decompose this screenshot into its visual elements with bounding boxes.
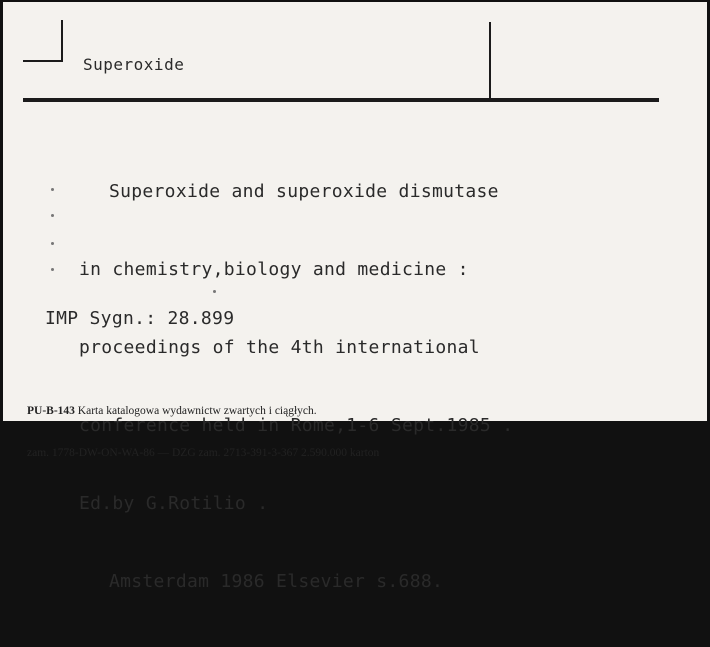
speck-mark: [51, 242, 54, 245]
entry-line-3: proceedings of the 4th international: [79, 337, 480, 358]
card-heading: Superoxide: [83, 55, 185, 74]
speck-mark: [51, 268, 54, 271]
footer-line-2: zam. 1778-DW-ON-WA-86 — DZG zam. 2713-391-3-367 2.590.000 karton: [27, 447, 380, 459]
corner-mark-horizontal: [23, 60, 63, 62]
entry-line-4: conference held in Rome,1-6 Sept.1985 .: [79, 415, 514, 436]
entry-line-2: in chemistry,biology and medicine :: [79, 259, 469, 280]
footer-line-1: [27, 404, 379, 418]
entry-line-6: Amsterdam 1986 Elsevier s.688.: [109, 571, 444, 592]
catalog-card: [3, 2, 707, 592]
card-footer: [27, 376, 379, 488]
corner-mark-vertical: [61, 20, 63, 62]
footer-form-title: Karta katalogowa wydawnictw zwartych i ciągłych.: [77, 405, 317, 417]
speck-mark: [51, 188, 54, 191]
call-number: IMP Sygn.: 28.899: [45, 308, 235, 329]
entry-line-1: Superoxide and superoxide dismutase: [109, 181, 499, 202]
header-rule: [23, 98, 659, 102]
speck-mark: [51, 214, 54, 217]
speck-mark: [213, 290, 216, 293]
header-vertical-divider: [489, 22, 491, 102]
entry-line-5: Ed.by G.Rotilio .: [79, 493, 269, 514]
footer-form-code: PU-B-143: [27, 405, 75, 417]
